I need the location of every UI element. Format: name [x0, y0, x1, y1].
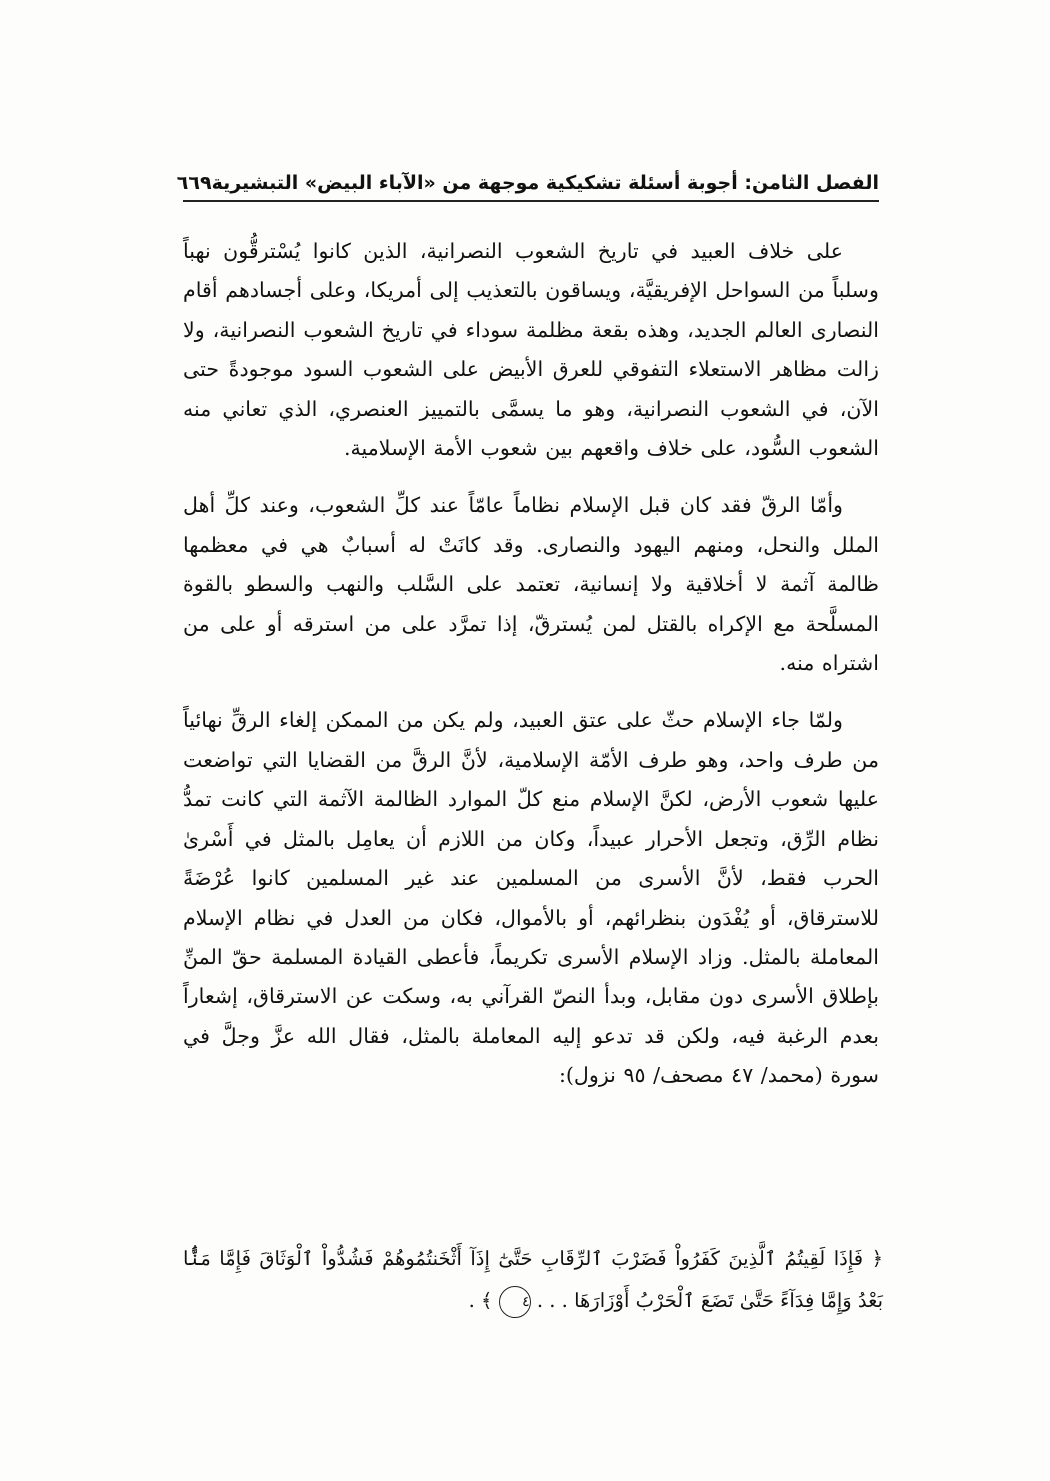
ayah-number-marker: ٤	[499, 1286, 531, 1318]
verse-open-bracket: ﴿	[871, 1247, 883, 1270]
verse-ellipsis: . . .	[536, 1289, 568, 1312]
paragraph: وأمّا الرقّ فقد كان قبل الإسلام نظاماً عامّاً عند كلِّ الشعوب، وعند كلِّ أهل الملل والنحل، ومنهم اليهود والنصارى. وقد كانَتْ له أسبابٌ هي في معظمها ظالمة آثمة لا أخلاقية ولا إنسانية، تعتمد على السَّلب والنهب والسطو بالقوة المسلَّحة مع الإكراه بالقتل لمن يُسترقّ، إذا تمرَّد على من استرقه أو على من اشتراه منه.	[183, 493, 879, 676]
quran-verse	[183, 1238, 883, 1322]
page-number: ٦٦٩	[176, 172, 212, 194]
paragraph: على خلاف العبيد في تاريخ الشعوب النصرانية، الذين كانوا يُسْترقُّون نهباً وسلباً من السواحل الإفريقيَّة، ويساقون بالتعذيب إلى أمريكا، وعلى أجسادهم أقام النصارى العالم الجديد، وهذه بقعة مظلمة سوداء في تاريخ الشعوب النصرانية، ولا زالت مظاهر الاستعلاء التفوقي للعرق الأبيض على الشعوب السود موجودةً حتى الآن، في الشعوب النصرانية، وهو ما يسمَّى بالتمييز العنصري، الذي تعاني منه الشعوب السُّود، على خلاف واقعهم بين شعوب الأمة الإسلامية.	[183, 239, 879, 461]
page-header	[176, 160, 879, 202]
verse-close-bracket: ﴾ .	[468, 1289, 493, 1312]
body-text	[183, 232, 879, 1114]
verse-text: فَإِذَا لَقِيتُمُ ٱلَّذِينَ كَفَرُواْ فَضَرْبَ ٱلرِّقَابِ حَتَّىٰٓ إِذَآ أَثْخَنتُمُوهُمْ فَشُدُّواْ ٱلْوَثَاقَ فَإِمَّا مَنًّۢا بَعْدُ وَإِمَّا فِدَآءً حَتَّىٰ تَضَعَ ٱلْحَرْبُ أَوْزَارَهَا	[183, 1247, 883, 1312]
paragraph: ولمّا جاء الإسلام حثّ على عتق العبيد، ولم يكن من الممكن إلغاء الرقِّ نهائياً من طرف واحد، وهو طرف الأمّة الإسلامية، لأنَّ الرقَّ من القضايا التي تواضعت عليها شعوب الأرض، لكنَّ الإسلام منع كلّ الموارد الظالمة الآثمة التي كانت تمدُّ نظام الرِّق، وتجعل الأحرار عبيداً، وكان من اللازم أن يعامِل بالمثل في أَسْرىٰ الحرب فقط، لأنَّ الأسرى من المسلمين عند غير المسلمين كانوا عُرْضَةً للاسترقاق، أو يُفْدَون بنظرائهم، أو بالأموال، فكان من العدل في نظام الإسلام المعاملة بالمثل. وزاد الإسلام الأسرى تكريماً، فأعطى القيادة المسلمة حقّ المنِّ بإطلاق الأسرى دون مقابل، وبدأ النصّ القرآني به، وسكت عن الاسترقاق، إشعاراً بعدم الرغبة فيه، ولكن قد تدعو إليه المعاملة بالمثل، فقال الله عزَّ وجلَّ في سورة (محمد/ ٤٧ مصحف/ ٩٥ نزول):	[183, 708, 879, 1088]
running-title: الفصل الثامن: أجوبة أسئلة تشكيكية موجهة من «الآباء البيض» التبشيرية	[211, 172, 879, 194]
